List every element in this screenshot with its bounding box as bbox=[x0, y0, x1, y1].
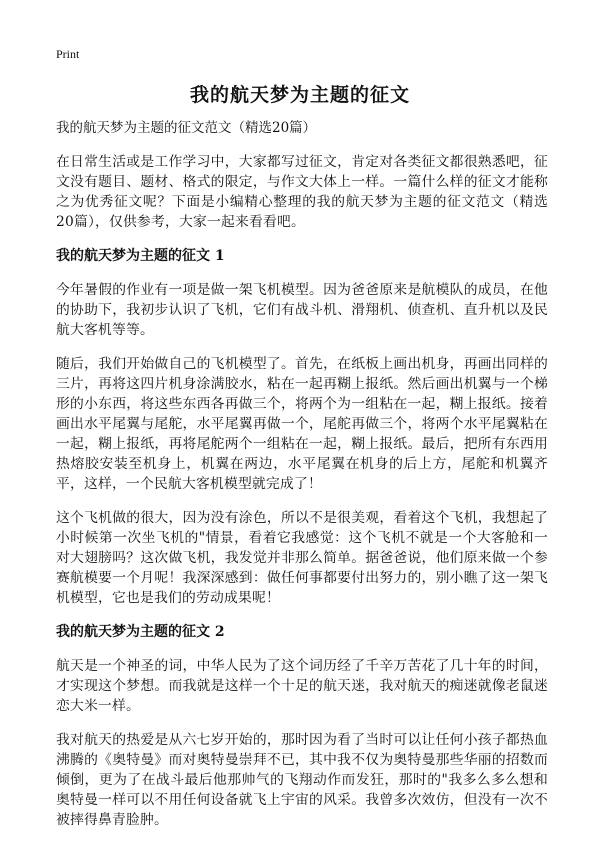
section-1-paragraph-3: 这个飞机做的很大，因为没有涂色，所以不是很美观，看着这个飞机，我想起了小时候第一次坐飞机的"情景，看着它我感觉：这个飞机不就是一个大客舱和一对大翅膀吗？这次做飞机，我发觉并非那么简单。据爸爸说，他们原来做一个参赛航模要一个月呢！我深深感到：做任何事都要付出努力的，别小瞧了这一架飞机模型，它也是我们的劳动成果呢！ bbox=[56, 510, 548, 606]
section-2-paragraph-2: 我对航天的热爱是从六七岁开始的，那时因为看了当时可以让任何小孩子都热血沸腾的《奥特曼》而对奥特曼崇拜不已，其中我不仅为奥特曼那些华丽的招数而倾倒，更为了在战斗最后他那帅气的飞翔动作而发狂，那时的"我多么多么想和奥特曼一样可以不用任何设备就飞上宇宙的风采。我曾多次效仿，但没有一次不被摔得鼻青脸肿。 bbox=[56, 732, 548, 828]
section-1-paragraph-1: 今年暑假的作业有一项是做一架飞机模型。因为爸爸原来是航模队的成员，在他的协助下，我初步认识了飞机，它们有战斗机、滑翔机、侦查机、直升机以及民航大客机等等。 bbox=[56, 282, 548, 338]
intro-paragraph: 在日常生活或是工作学习中，大家都写过征文，肯定对各类征文都很熟悉吧，征文没有题目、题材、格式的限定，与作文大体上一样。一篇什么样的征文才能称之为优秀征文呢？下面是小编精心整理的我的航天梦为主题的征文范文（精选20篇），仅供参考，大家一起来看看吧。 bbox=[56, 154, 548, 230]
document-title: 我的航天梦为主题的征文 bbox=[189, 84, 410, 106]
print-link[interactable]: Print bbox=[56, 47, 80, 61]
document-subtitle: 我的航天梦为主题的征文范文（精选20篇） bbox=[56, 120, 317, 136]
document-body bbox=[56, 118, 548, 844]
section-heading-2: 我的航天梦为主题的征文 2 bbox=[56, 624, 225, 640]
section-2-paragraph-1: 航天是一个神圣的词，中华人民为了这个词历经了千辛万苦花了几十年的时间，才实现这个梦想。而我就是这样一个十足的航天迷，我对航天的痴迷就像老鼠迷恋大米一样。 bbox=[56, 658, 548, 714]
section-1-paragraph-2: 随后，我们开始做自己的飞机模型了。首先，在纸板上画出机身，再画出同样的三片，再将这四片机身涂满胶水，粘在一起再糊上报纸。然后画出机翼与一个梯形的小东西，将这些东西各再做三个，将两个为一组粘在一起，糊上报纸。接着画出水平尾翼与尾舵，水平尾翼再做一个，尾舵再做三个，将两个水平尾翼粘在一起，糊上报纸，再将尾舵两个一组粘在一起，糊上报纸。最后，把所有东西用热熔胶安装至机身上，机翼在两边，水平尾翼在机身的后上方，尾舵和机翼齐平，这样，一个民航大客机模型就完成了！ bbox=[56, 356, 548, 492]
section-heading-1: 我的航天梦为主题的征文 1 bbox=[56, 248, 225, 264]
